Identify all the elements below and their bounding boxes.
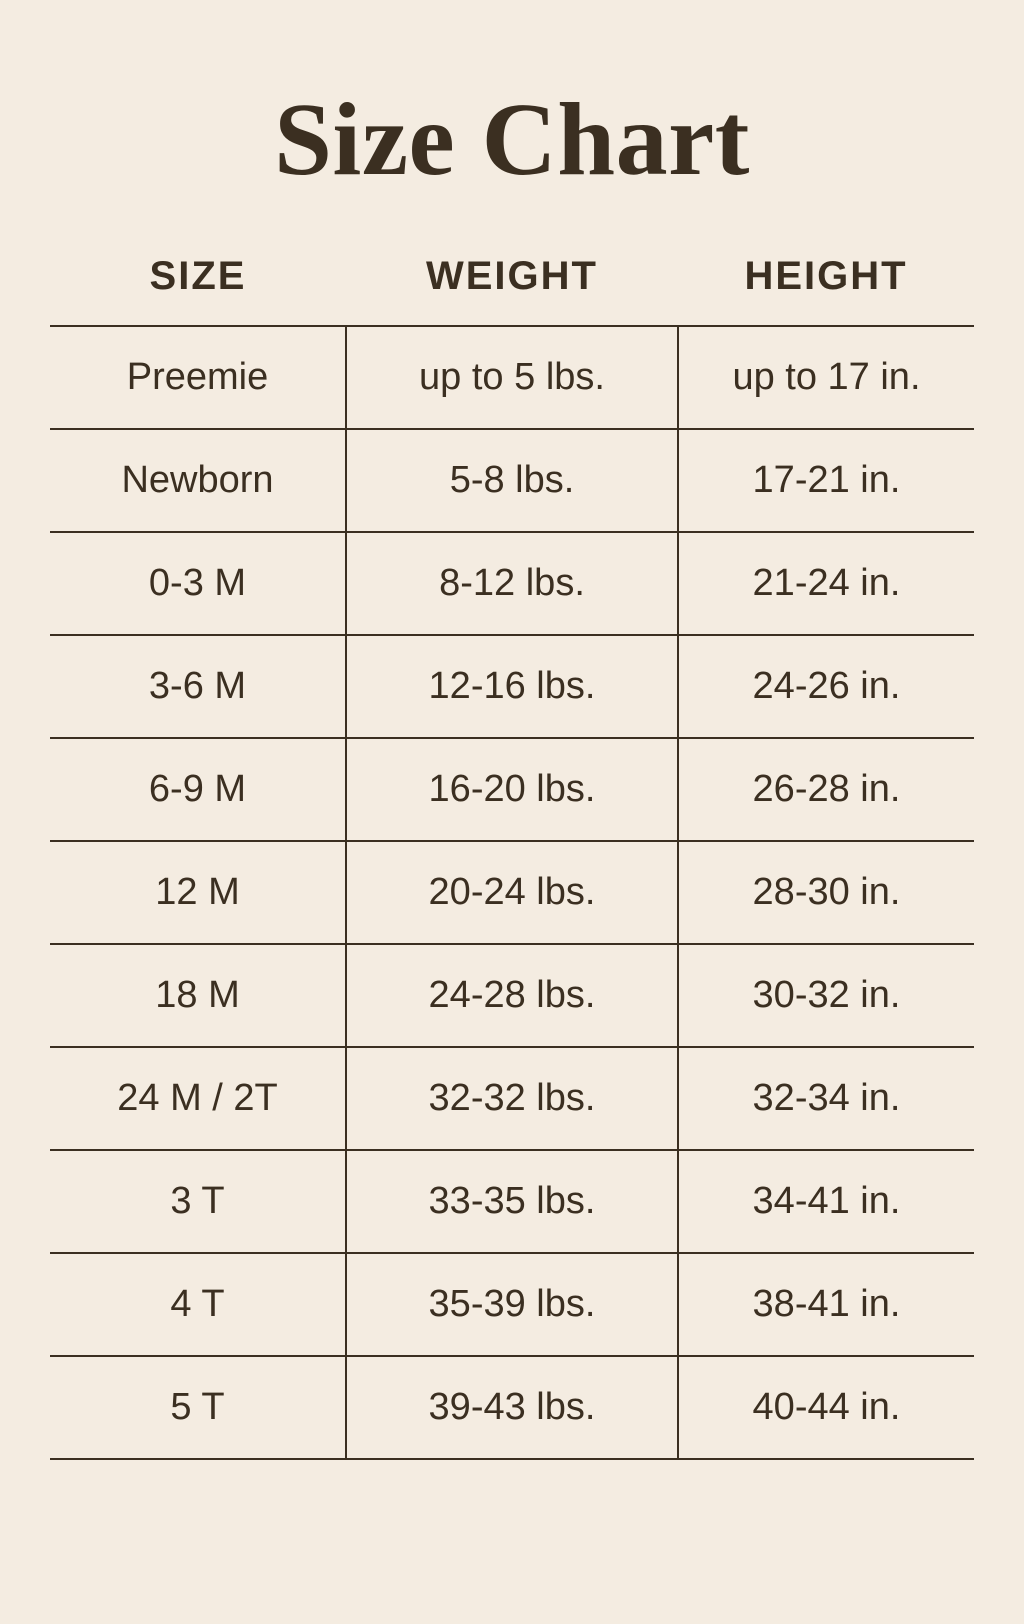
table-row bbox=[50, 1356, 974, 1459]
table-row bbox=[50, 1150, 974, 1253]
table-row bbox=[50, 1047, 974, 1150]
page-title: Size Chart bbox=[274, 82, 750, 197]
cell-height: 28-30 in. bbox=[678, 841, 974, 944]
cell-height: 26-28 in. bbox=[678, 738, 974, 841]
column-header-height: HEIGHT bbox=[744, 254, 908, 298]
cell-weight: 24-28 lbs. bbox=[346, 944, 678, 1047]
cell-size: Newborn bbox=[50, 429, 346, 532]
cell-size: 6-9 M bbox=[50, 738, 346, 841]
cell-height: 32-34 in. bbox=[678, 1047, 974, 1150]
cell-size: 3-6 M bbox=[50, 635, 346, 738]
cell-height: 21-24 in. bbox=[678, 532, 974, 635]
cell-size: 5 T bbox=[50, 1356, 346, 1459]
table-header-row bbox=[50, 254, 974, 326]
cell-weight: 35-39 lbs. bbox=[346, 1253, 678, 1356]
size-chart-table bbox=[50, 254, 974, 1460]
cell-height: up to 17 in. bbox=[678, 326, 974, 429]
column-header-weight: WEIGHT bbox=[426, 254, 598, 298]
table-row bbox=[50, 1253, 974, 1356]
cell-height: 17-21 in. bbox=[678, 429, 974, 532]
table-header bbox=[50, 254, 974, 326]
cell-height: 40-44 in. bbox=[678, 1356, 974, 1459]
cell-weight: 32-32 lbs. bbox=[346, 1047, 678, 1150]
table-row bbox=[50, 841, 974, 944]
cell-size: 3 T bbox=[50, 1150, 346, 1253]
table-row bbox=[50, 738, 974, 841]
cell-weight: 33-35 lbs. bbox=[346, 1150, 678, 1253]
column-header-size: SIZE bbox=[149, 254, 247, 298]
table-row bbox=[50, 944, 974, 1047]
table-row bbox=[50, 635, 974, 738]
size-chart-page bbox=[0, 82, 1024, 1624]
table-row bbox=[50, 429, 974, 532]
cell-weight: 16-20 lbs. bbox=[346, 738, 678, 841]
cell-height: 24-26 in. bbox=[678, 635, 974, 738]
cell-height: 30-32 in. bbox=[678, 944, 974, 1047]
table-row bbox=[50, 532, 974, 635]
cell-size: 18 M bbox=[50, 944, 346, 1047]
table-body bbox=[50, 326, 974, 1459]
cell-weight: 5-8 lbs. bbox=[346, 429, 678, 532]
cell-weight: 20-24 lbs. bbox=[346, 841, 678, 944]
cell-size: 12 M bbox=[50, 841, 346, 944]
cell-weight: 12-16 lbs. bbox=[346, 635, 678, 738]
cell-weight: 8-12 lbs. bbox=[346, 532, 678, 635]
cell-height: 34-41 in. bbox=[678, 1150, 974, 1253]
cell-size: Preemie bbox=[50, 326, 346, 429]
cell-size: 24 M / 2T bbox=[50, 1047, 346, 1150]
cell-weight: up to 5 lbs. bbox=[346, 326, 678, 429]
table-row bbox=[50, 326, 974, 429]
cell-height: 38-41 in. bbox=[678, 1253, 974, 1356]
cell-weight: 39-43 lbs. bbox=[346, 1356, 678, 1459]
cell-size: 0-3 M bbox=[50, 532, 346, 635]
cell-size: 4 T bbox=[50, 1253, 346, 1356]
